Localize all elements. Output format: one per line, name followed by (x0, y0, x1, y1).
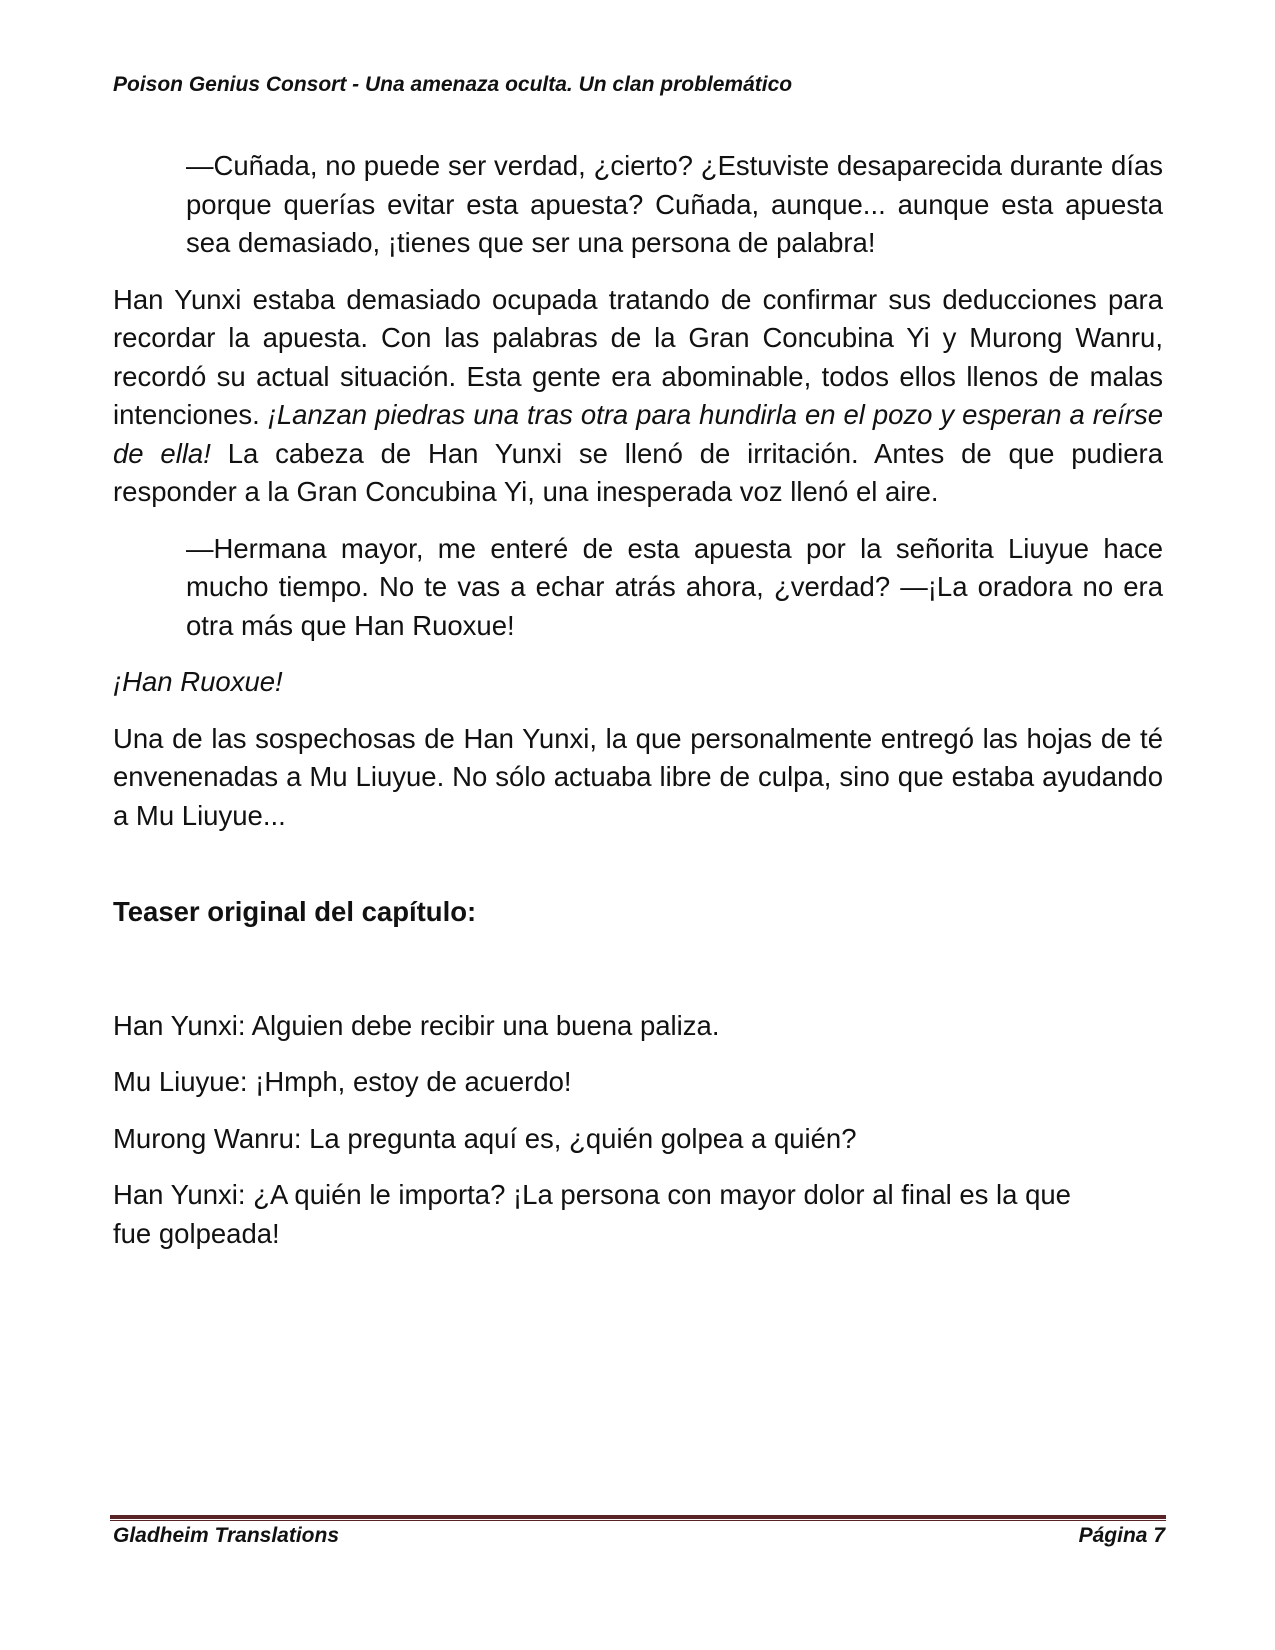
footer-page-number: Página 7 (1078, 1524, 1165, 1547)
dialogue-paragraph-1: —Cuñada, no puede ser verdad, ¿cierto? ¿Estuviste desaparecida durante días porque querías evitar esta apuesta? Cuñada, aunque... aunque esta apuesta sea demasiado, ¡tienes que ser una persona de palabra! (186, 150, 1163, 258)
narrative-text: La cabeza de Han Yunxi se llenó de irritación. Antes de que pudiera responder a la Gran Concubina Yi, una inesperada voz llenó el aire. (113, 437, 1163, 507)
footer-publisher: Gladheim Translations (113, 1524, 340, 1547)
page-header-title: Poison Genius Consort - Una amenaza oculta. Un clan problemático (113, 73, 793, 96)
italic-exclamation: ¡Han Ruoxue! (113, 666, 283, 697)
narrative-paragraph-2: Una de las sospechosas de Han Yunxi, la que personalmente entregó las hojas de té envenenadas a Mu Liuyue. No sólo actuaba libre de culpa, sino que estaba ayudando a Mu Liuyue... (113, 722, 1163, 831)
teaser-line-4: Han Yunxi: ¿A quién le importa? ¡La persona con mayor dolor al final es la que fue golpeada! (113, 1179, 1071, 1249)
document-body (113, 147, 1163, 1253)
section-heading: Teaser original del capítulo: (113, 896, 477, 927)
teaser-line-2: Mu Liuyue: ¡Hmph, estoy de acuerdo! (113, 1066, 572, 1097)
footer-divider (110, 1515, 1166, 1521)
teaser-line-1: Han Yunxi: Alguien debe recibir una buena paliza. (113, 1009, 720, 1041)
teaser-line-3: Murong Wanru: La pregunta aquí es, ¿quién golpea a quién? (113, 1122, 857, 1154)
dialogue-paragraph-2: —Hermana mayor, me enteré de esta apuesta por la señorita Liuyue hace mucho tiempo. No te vas a echar atrás ahora, ¿verdad? —¡La oradora no era otra más que Han Ruoxue! (186, 532, 1163, 641)
narrative-paragraph-1 (113, 281, 1163, 512)
narrative-text: Han Yunxi estaba demasiado ocupada tratando de confirmar sus deducciones para recordar la apuesta. Con las palabras de la Gran Concubina Yi y Murong Wanru, recordó su actual situación. Esta gente era abominable, todos ellos llenos de malas intenciones. (113, 283, 1163, 430)
italic-thought: ¡Lanzan piedras una tras otra para hundirla en el pozo y esperan a reírse de ella! (113, 399, 1163, 469)
